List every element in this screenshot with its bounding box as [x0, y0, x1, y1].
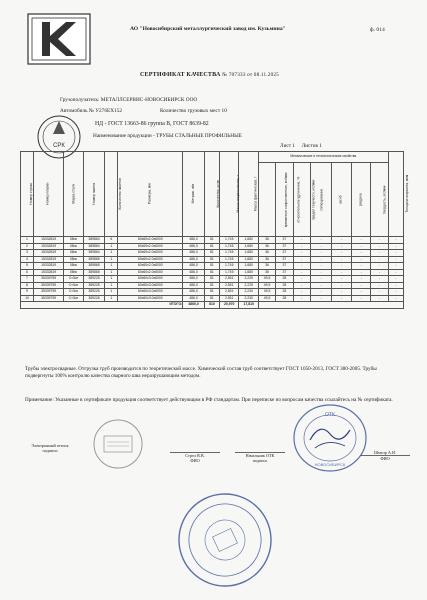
table-cell: 1	[105, 276, 118, 283]
table-cell: -	[293, 276, 310, 283]
signature-right-sub: ФИО	[380, 456, 390, 461]
table-cell: 389865	[83, 269, 105, 276]
table-cell: 2,551	[219, 289, 238, 296]
signature-block-right	[360, 450, 410, 461]
table-cell: -	[332, 256, 351, 263]
table-cell: 1	[105, 250, 118, 257]
certificate-title-text: СЕРТИФИКАТ КАЧЕСТВА	[140, 72, 221, 78]
table-cell: 486,0	[183, 256, 205, 263]
table-cell: 389226	[83, 289, 105, 296]
table-cell: 2,230	[239, 289, 258, 296]
table-cell: -	[332, 250, 351, 257]
column-header: Количество, штук	[204, 152, 219, 237]
table-cell: -	[371, 276, 388, 283]
table-cell: 1,680	[239, 269, 258, 276]
sheet-number: 1	[292, 143, 296, 149]
table-cell: 6	[21, 269, 34, 276]
table-cell: 49,5	[258, 295, 275, 302]
srk-text: СРК	[53, 143, 65, 149]
column-header: Толщина покрытия, мкм	[388, 152, 403, 237]
signature-right-name: Шмелр А.И.	[373, 450, 397, 455]
signature-center-name: Стрел В.В.	[185, 453, 205, 458]
table-cell: 37	[276, 269, 293, 276]
company-name: АО "Новосибирский металлургический завод им. Кузьмина"	[130, 26, 286, 32]
table-cell: 28	[276, 295, 293, 302]
table-cell: 15332819	[33, 269, 63, 276]
table-cell: -	[293, 269, 310, 276]
table-cell: 389864	[83, 243, 105, 250]
table-cell: 389226	[83, 295, 105, 302]
table-cell: 1	[105, 243, 118, 250]
table-cell: -	[310, 243, 332, 250]
notes-main: Трубы электросварные. Отгрузка труб производится по теоретической массе. Химический состав труб соответствует ГОСТ 1050-2013, ГОСТ 380-2005. Трубы подвергнуты 100% контролю качества сварного шва неразрушающим методом.	[25, 366, 377, 379]
mech-column-header: твердость, кгс/мм²	[371, 163, 388, 237]
table-cell: -	[332, 289, 351, 296]
table-cell: -	[388, 250, 403, 257]
table-cell: 60х60х3.0х6000	[118, 289, 183, 296]
table-cell: -	[293, 250, 310, 257]
column-header: Номер пакета	[83, 152, 105, 237]
table-cell: 08пс	[64, 250, 83, 257]
table-cell: Ст3сп	[64, 282, 83, 289]
table-cell: -	[332, 263, 351, 270]
sheet-info	[280, 143, 322, 149]
table-cell: -	[388, 256, 403, 263]
sheet-label: Лист	[280, 143, 292, 149]
certificate-number: № 707333 от 08.11.2025	[222, 72, 279, 78]
table-cell: 60х60х2.0х6000	[118, 243, 183, 250]
mech-column-header: загиб	[332, 163, 351, 237]
table-cell: 35339759	[33, 282, 63, 289]
table-cell: 60х60х2.0х6000	[118, 256, 183, 263]
table-cell: 81	[204, 289, 219, 296]
company-logo-icon	[28, 14, 90, 64]
receiver-value: МЕТАЛЛСЕРВИС-НОВОСИБИРСК ООО	[100, 97, 198, 103]
table-cell: -	[351, 276, 370, 283]
table-cell: 81	[204, 250, 219, 257]
table-cell: 1	[21, 237, 34, 244]
table-cell: -	[332, 295, 351, 302]
table-cell: 81	[204, 237, 219, 244]
car-label: Автомобиль	[60, 108, 88, 114]
table-cell: 28	[276, 289, 293, 296]
table-cell: -	[351, 237, 370, 244]
otk-stamp-bottom: НОВОСИБИРСК	[314, 462, 346, 467]
total-actual: 17,810	[239, 302, 258, 309]
table-body	[21, 237, 404, 309]
table-cell: 1,680	[239, 237, 258, 244]
car-value: № У276ЕХ152	[88, 108, 122, 114]
table-cell: -	[310, 276, 332, 283]
table-cell: 1,680	[239, 243, 258, 250]
receiver-line	[60, 97, 197, 103]
table-cell: 3	[21, 250, 34, 257]
signature-block-center	[170, 452, 220, 463]
table-cell: 36	[258, 243, 275, 250]
table-cell: 37	[276, 237, 293, 244]
table-cell: -	[371, 295, 388, 302]
table-cell: 7	[21, 276, 34, 283]
signature-otk-role: Начальник ОТК	[245, 453, 275, 458]
table-cell: -	[293, 243, 310, 250]
table-cell: 60х60х3.0х6000	[118, 276, 183, 283]
total-count: 810	[204, 302, 219, 309]
table-cell: -	[351, 243, 370, 250]
column-header: Номер строки	[21, 152, 34, 237]
table-cell: 2,225	[239, 276, 258, 283]
table-cell: Ст3сп	[64, 295, 83, 302]
table-cell: 2,551	[219, 295, 238, 302]
table-cell: 49,5	[258, 276, 275, 283]
places-line	[160, 108, 227, 114]
column-header: Масса теоретическая, т	[219, 152, 238, 237]
table-cell: -	[332, 237, 351, 244]
table-cell: -	[351, 289, 370, 296]
table-cell: 4	[21, 256, 34, 263]
table-cell: 36	[258, 250, 275, 257]
table-cell: -	[293, 289, 310, 296]
table-header	[21, 152, 409, 237]
table-cell: 60х60х2.0х6000	[118, 269, 183, 276]
table-cell: 81	[204, 256, 219, 263]
table-cell: 1,745	[219, 237, 238, 244]
table-cell: -	[332, 269, 351, 276]
table-cell: 81	[204, 263, 219, 270]
table-cell: -	[351, 263, 370, 270]
table-cell: -	[388, 289, 403, 296]
column-header: Размеры, мм	[118, 152, 183, 237]
table-cell: -	[310, 282, 332, 289]
signature-otk-sub: подпись	[252, 458, 268, 463]
table-cell: -	[332, 282, 351, 289]
table-cell: 2,551	[219, 282, 238, 289]
table-cell: -	[310, 263, 332, 270]
table-cell: Ст3сп	[64, 289, 83, 296]
places-label: Количество грузовых мест	[160, 108, 221, 114]
table-cell: 49,5	[258, 289, 275, 296]
table-cell: 1,680	[239, 256, 258, 263]
table-cell: 486,0	[183, 282, 205, 289]
table-cell: 1,680	[239, 250, 258, 257]
table-cell: 37	[276, 263, 293, 270]
table-cell: 2,551	[219, 276, 238, 283]
total-row	[21, 302, 404, 309]
mech-group-header: Механические и технологические свойства	[258, 152, 388, 163]
table-cell: 08пс	[64, 243, 83, 250]
table-cell: 15332819	[33, 250, 63, 257]
table-cell: 2,230	[239, 295, 258, 302]
column-header: Количество пакетов	[105, 152, 118, 237]
table-cell: 08пс	[64, 263, 83, 270]
table-cell: 8	[21, 282, 34, 289]
table-cell: 28	[276, 282, 293, 289]
company-seal-icon	[175, 490, 275, 590]
table-cell: -	[371, 263, 388, 270]
table-cell: 486,0	[183, 243, 205, 250]
table-cell: 486,0	[183, 295, 205, 302]
product-line	[93, 133, 242, 139]
certificate-title	[140, 72, 279, 78]
table-cell: 08пс	[64, 269, 83, 276]
table-cell: 28	[276, 276, 293, 283]
mech-column-header: временное сопротивление, кгс/мм²	[258, 163, 275, 237]
table-cell: 1	[105, 263, 118, 270]
table-cell: 60х60х3.0х6000	[118, 282, 183, 289]
table-cell: -	[293, 263, 310, 270]
table-cell: 81	[204, 269, 219, 276]
table-cell: -	[388, 243, 403, 250]
table-cell: 486,0	[183, 289, 205, 296]
table-cell: 15332819	[33, 263, 63, 270]
table-cell: 486,0	[183, 276, 205, 283]
table-cell: 6	[105, 237, 118, 244]
official-seal-icon	[92, 418, 144, 470]
header-row	[21, 152, 404, 163]
table-cell: 36	[258, 263, 275, 270]
mech-column-header: относительное удлинение, %	[276, 163, 293, 237]
signature-left-sub: подписи	[42, 448, 58, 453]
table-cell: 389865	[83, 256, 105, 263]
column-header: Номер плавки	[33, 152, 63, 237]
table-cell: 486,0	[183, 250, 205, 257]
table-cell: 486,0	[183, 237, 205, 244]
table-cell: 37	[276, 243, 293, 250]
table-cell: -	[351, 269, 370, 276]
table-cell: 60х60х3.0х6000	[118, 295, 183, 302]
table-cell: 15332819	[33, 237, 63, 244]
table-cell: 1,745	[219, 250, 238, 257]
table-cell: 1,745	[219, 256, 238, 263]
table-cell: 49,5	[258, 282, 275, 289]
table-cell: -	[388, 269, 403, 276]
table-cell: 389863	[83, 237, 105, 244]
table-cell: 81	[204, 243, 219, 250]
table-cell: 2	[21, 243, 34, 250]
table-cell: -	[293, 237, 310, 244]
table-cell: 486,0	[183, 269, 205, 276]
table-cell: 81	[204, 276, 219, 283]
table-cell: -	[310, 269, 332, 276]
table-cell: 36	[258, 256, 275, 263]
table-cell: -	[310, 295, 332, 302]
total-empty	[258, 302, 403, 309]
product-value: ТРУБЫ СТАЛЬНЫЕ ПРОФИЛЬНЫЕ	[156, 133, 242, 139]
sheets-label: Листов	[301, 143, 318, 149]
table-cell: 35339759	[33, 289, 63, 296]
table-cell: -	[310, 289, 332, 296]
table-cell: 1	[105, 269, 118, 276]
form-number: ф. 014	[370, 27, 385, 33]
product-label: Наименование продукции -	[93, 133, 155, 139]
table-cell: 35339759	[33, 295, 63, 302]
table-cell: -	[293, 282, 310, 289]
column-header: Марка стали	[64, 152, 83, 237]
table-cell: 389225	[83, 282, 105, 289]
table-cell: -	[310, 256, 332, 263]
table-cell: 10	[21, 295, 34, 302]
signature-center-sub: ФИО	[190, 458, 200, 463]
table-cell: -	[310, 237, 332, 244]
table-cell: 389864	[83, 250, 105, 257]
table-cell: 389865	[83, 263, 105, 270]
table-cell: 1	[105, 295, 118, 302]
table-cell: 81	[204, 282, 219, 289]
mech-column-header: предел текучести, кгс/мм²	[293, 163, 310, 237]
table-cell: 60х60х2.0х6000	[118, 263, 183, 270]
table-cell: 389225	[83, 276, 105, 283]
table-cell: 1	[105, 289, 118, 296]
table-cell: 1,745	[219, 263, 238, 270]
receiver-label: Грузополучатель:	[60, 97, 100, 103]
table-cell: 36	[258, 269, 275, 276]
table-cell: 1,745	[219, 269, 238, 276]
table-cell: -	[371, 282, 388, 289]
table-cell: -	[351, 250, 370, 257]
signature-left-role: Электронный оттиск	[31, 443, 69, 448]
table-cell: 37	[276, 250, 293, 257]
table-cell: -	[293, 295, 310, 302]
table-cell: 5	[21, 263, 34, 270]
total-label: ИТОГО:	[21, 302, 183, 309]
table-cell: 35339759	[33, 276, 63, 283]
table-cell: 08пс	[64, 237, 83, 244]
table-cell: 37	[276, 256, 293, 263]
table-cell: Ст3сп	[64, 276, 83, 283]
table-cell: -	[388, 237, 403, 244]
nd-line: НД - ГОСТ 13663-86 группа В, ГОСТ 8639-82	[95, 121, 209, 127]
table-cell: -	[351, 282, 370, 289]
sheets-number: 1	[319, 143, 322, 149]
signature-block-otk	[235, 452, 285, 463]
otk-stamp-icon	[290, 400, 370, 475]
notes-remark: Примечание: Указанные в сертификате продукция соответствует действующим в РФ стандартам. При переписке по вопросам качества ссылайтесь на № сертификата.	[25, 397, 393, 403]
table-cell: 60х60х2.0х6000	[118, 237, 183, 244]
table-cell: -	[371, 250, 388, 257]
table-cell: -	[332, 243, 351, 250]
table-cell: -	[310, 250, 332, 257]
mech-column-header: раздача	[351, 163, 370, 237]
table-cell: 36	[258, 237, 275, 244]
table-cell: -	[332, 276, 351, 283]
table-cell: -	[371, 243, 388, 250]
table-cell: 15332819	[33, 243, 63, 250]
table-cell: 15332819	[33, 256, 63, 263]
quality-table	[20, 151, 409, 309]
otk-stamp-top: ОТК	[325, 412, 335, 418]
total-theoretical: 20,970	[219, 302, 238, 309]
column-header: Масса фактическая, т	[239, 152, 258, 237]
table-cell: 2,225	[239, 282, 258, 289]
signature-block-left	[25, 443, 75, 453]
table-cell: 486,0	[183, 263, 205, 270]
table-cell: -	[371, 269, 388, 276]
table-cell: -	[371, 256, 388, 263]
table-cell: 1,745	[219, 243, 238, 250]
table-cell: 81	[204, 295, 219, 302]
table-cell: 9	[21, 289, 34, 296]
table-cell: -	[388, 263, 403, 270]
table-cell: 1	[105, 256, 118, 263]
table-cell: 1,680	[239, 263, 258, 270]
table-cell: -	[388, 295, 403, 302]
table-cell: -	[388, 276, 403, 283]
table-cell: -	[371, 289, 388, 296]
places-value: 10	[221, 108, 227, 114]
table-cell: -	[388, 282, 403, 289]
table-cell: 08пс	[64, 256, 83, 263]
table-cell: 60х60х2.0х6000	[118, 250, 183, 257]
total-meters: 4860,0	[183, 302, 205, 309]
table-cell: -	[351, 295, 370, 302]
table-cell: -	[293, 256, 310, 263]
table-cell: -	[371, 237, 388, 244]
table-cell: 1	[105, 282, 118, 289]
table-cell: -	[351, 256, 370, 263]
column-header: Метраж, п/м	[183, 152, 205, 237]
mech-column-header: сплющивание	[310, 163, 332, 237]
